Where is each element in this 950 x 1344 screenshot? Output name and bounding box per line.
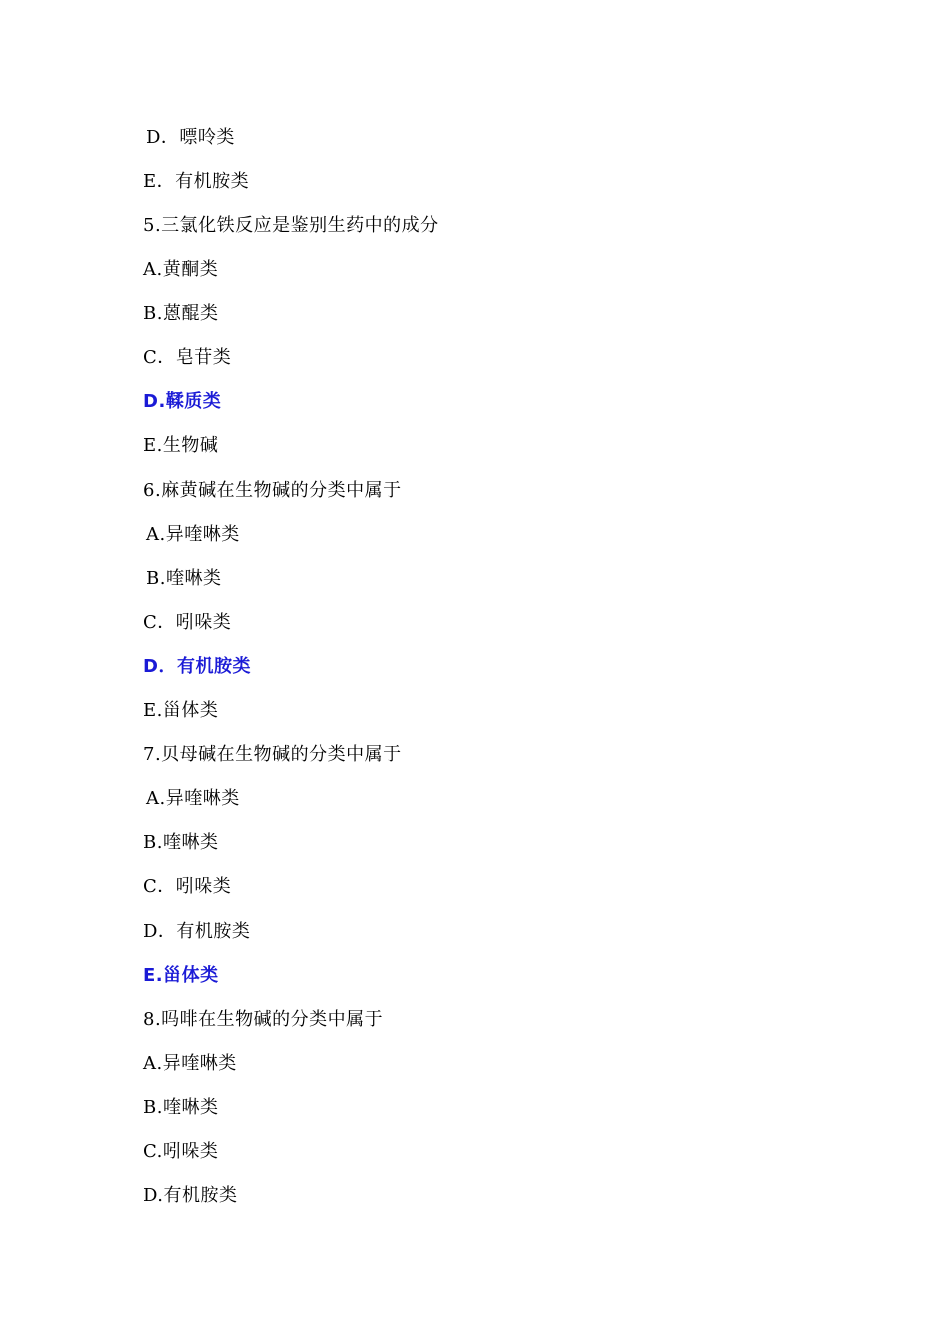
question-line: 8.吗啡在生物碱的分类中属于 [143, 1009, 384, 1030]
option-line: C．皂苷类 [143, 347, 232, 368]
option-line: E．有机胺类 [143, 171, 250, 192]
option-line: B.蒽醌类 [143, 303, 219, 324]
option-line: C.吲哚类 [143, 1141, 219, 1162]
option-line: E.生物碱 [143, 435, 219, 456]
option-line: A.异喹啉类 [143, 1053, 237, 1074]
option-line: D．嘌呤类 [146, 127, 235, 148]
option-line: A.黄酮类 [143, 259, 219, 280]
question-line: 5.三氯化铁反应是鉴别生药中的成分 [143, 215, 439, 236]
option-line: D．有机胺类 [143, 921, 251, 942]
option-line: A.异喹啉类 [146, 788, 240, 809]
option-line: D.有机胺类 [143, 1185, 238, 1206]
option-line: A.异喹啉类 [146, 524, 240, 545]
answer-line: D．有机胺类 [143, 656, 251, 677]
question-line: 6.麻黄碱在生物碱的分类中属于 [143, 480, 402, 501]
answer-line: E.甾体类 [143, 965, 219, 986]
option-line: E.甾体类 [143, 700, 219, 721]
option-line: C．吲哚类 [143, 876, 232, 897]
answer-line: D.鞣质类 [143, 391, 222, 412]
option-line: C．吲哚类 [143, 612, 232, 633]
option-line: B.喹啉类 [143, 1097, 219, 1118]
option-line: B.喹啉类 [146, 568, 222, 589]
option-line: B.喹啉类 [143, 832, 219, 853]
question-line: 7.贝母碱在生物碱的分类中属于 [143, 744, 402, 765]
